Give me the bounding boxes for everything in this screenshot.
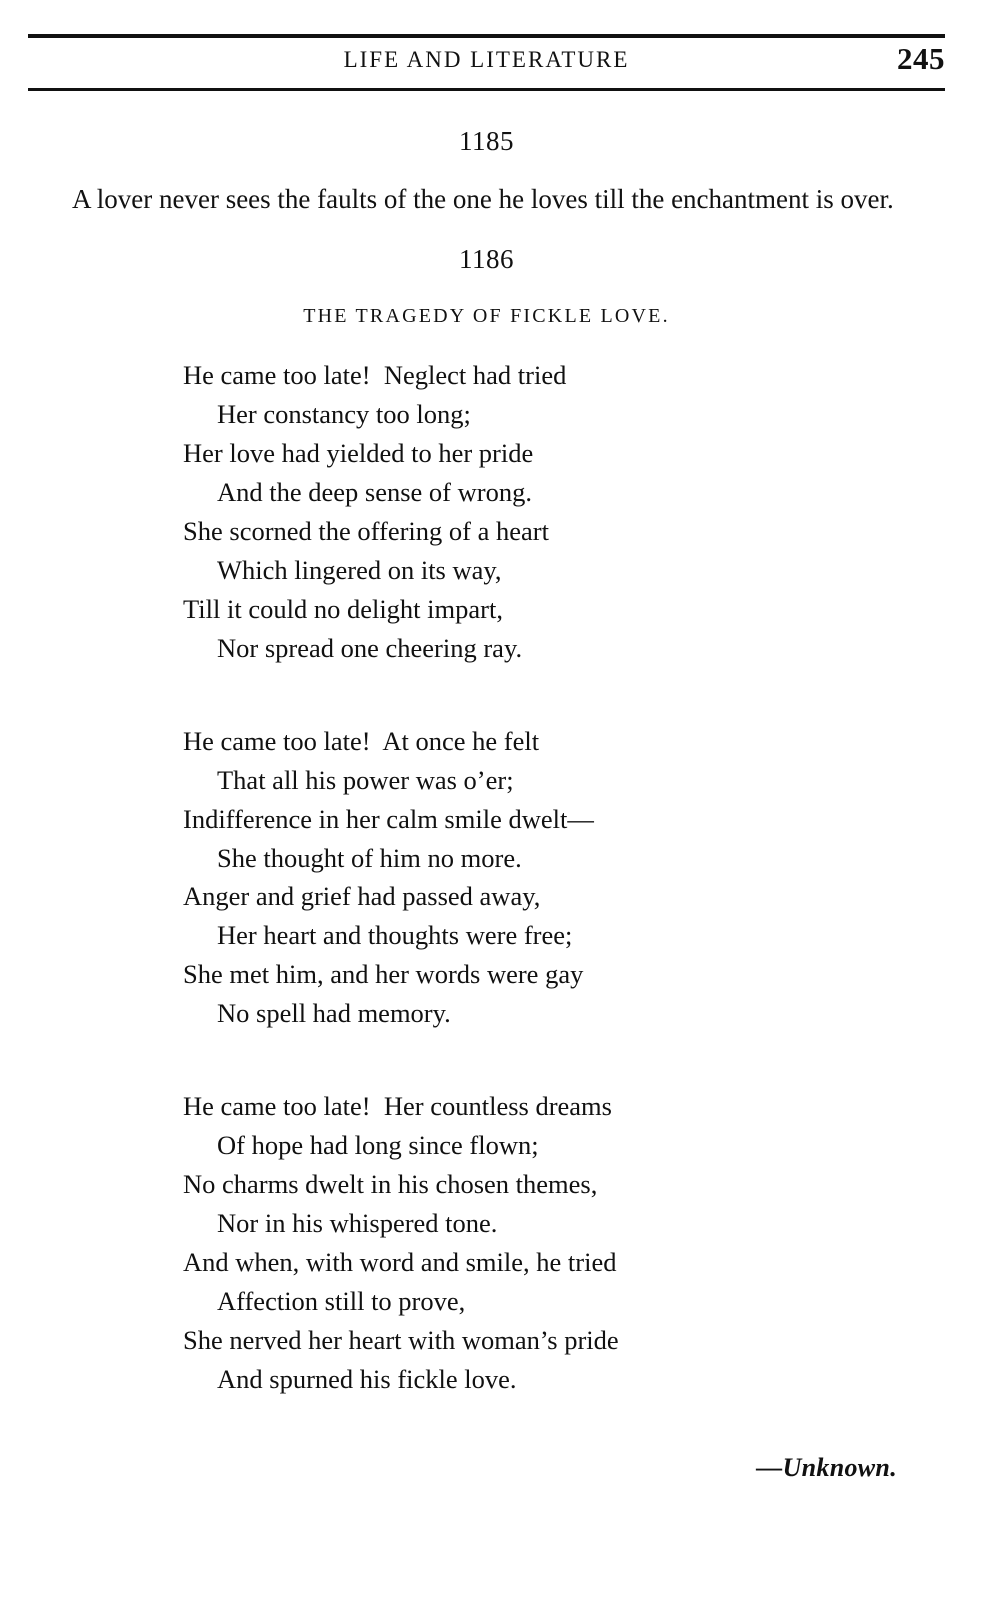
- poem-title: THE TRAGEDY OF FICKLE LOVE.: [303, 305, 670, 328]
- running-head-title-text: LIFE AND LITERATURE: [343, 47, 630, 72]
- poem-line: And when, with word and smile, he tried: [183, 1247, 617, 1278]
- entry-number: 1185: [459, 126, 514, 156]
- poem-line: She scorned the offering of a heart: [183, 515, 549, 546]
- poem-line: Her constancy too long;: [217, 398, 471, 429]
- poem-stanza: [28, 1087, 945, 1399]
- poem-line: She thought of him no more.: [217, 842, 522, 873]
- poem-line: Anger and grief had passed away,: [183, 881, 541, 912]
- running-head-title: [28, 47, 945, 73]
- poem-line: She nerved her heart with woman’s pride: [183, 1325, 619, 1355]
- entry-1186: [28, 244, 945, 1483]
- poem-line: He came too late! Her countless dreams: [183, 1091, 612, 1122]
- poem-line: Indifference in her calm smile dwelt—: [183, 803, 594, 834]
- poem-line: Of hope had long since flown;: [217, 1130, 539, 1161]
- poem-line: Her heart and thoughts were free;: [217, 920, 573, 951]
- page: [0, 34, 1000, 1604]
- poem-line: Till it could no delight impart,: [183, 593, 503, 624]
- poem-line: No spell had memory.: [217, 998, 451, 1029]
- header-row: [28, 38, 945, 88]
- entry-1185: [28, 126, 945, 220]
- poem-line: Which lingered on its way,: [217, 554, 502, 585]
- page-header: [28, 34, 945, 96]
- header-rule-bottom: [28, 88, 945, 91]
- poem-line: Her love had yielded to her pride: [183, 437, 534, 468]
- page-number: 245: [897, 41, 945, 76]
- poem-line: And the deep sense of wrong.: [217, 476, 532, 507]
- poem-attribution: —Unknown.: [756, 1452, 897, 1482]
- poem-line: He came too late! Neglect had tried: [183, 360, 567, 391]
- poem-line: And spurned his fickle love.: [217, 1363, 517, 1394]
- poem-line: No charms dwelt in his chosen themes,: [183, 1169, 598, 1200]
- poem-line: Affection still to prove,: [217, 1286, 466, 1317]
- poem-line: He came too late! At once he felt: [183, 725, 540, 756]
- entry-number: 1186: [459, 244, 514, 275]
- poem-stanza: [28, 722, 945, 1034]
- poem-line: She met him, and her words were gay: [183, 959, 584, 990]
- entry-prose-text: A lover never sees the faults of the one he loves till the enchantment is over.: [72, 184, 894, 214]
- poem-stanza: [28, 356, 945, 668]
- poem-line: That all his power was o’er;: [217, 764, 514, 795]
- poem-line: Nor spread one cheering ray.: [217, 632, 523, 663]
- page-content: [28, 126, 945, 1483]
- poem-line: Nor in his whispered tone.: [217, 1208, 498, 1239]
